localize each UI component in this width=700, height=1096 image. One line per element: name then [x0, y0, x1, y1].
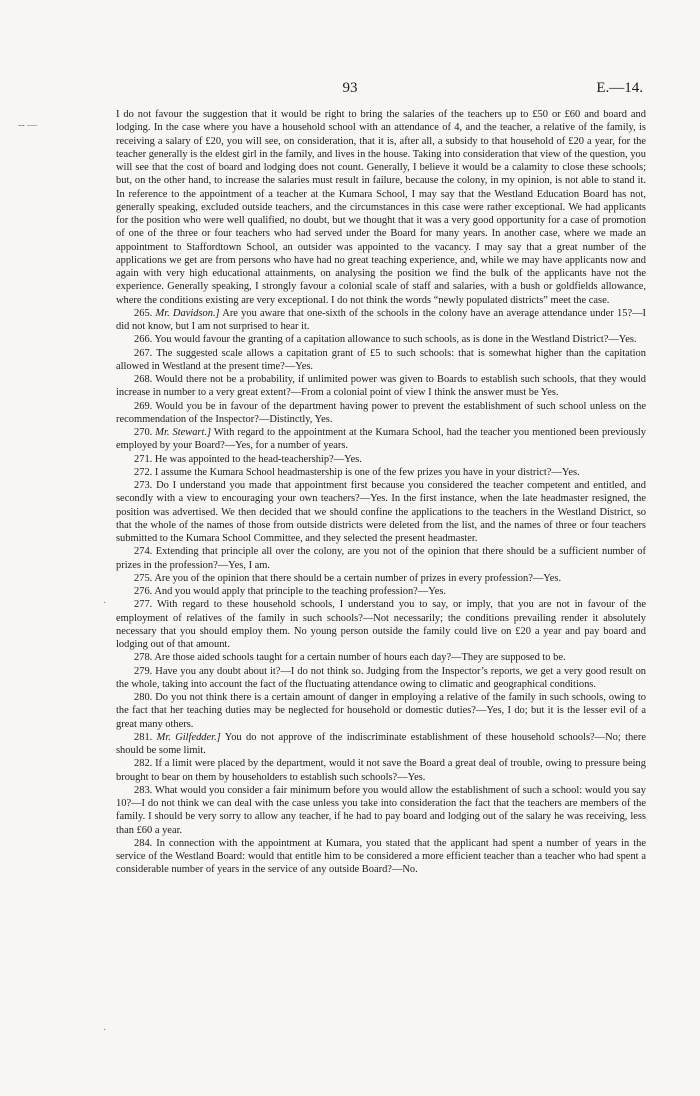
paragraph-277: 277. With regard to these household schools, I understand you to say, or imply, that you are not in favour of the employment of relatives of the family in such schools?—Not necessarily; the conditions prevailing render it absolutely necessary that you should employ them. No young person outside the family could live on £20 a year and pay board and lodging out of that amount. — [116, 599, 647, 650]
margin-mark: · — [103, 1025, 107, 1036]
margin-mark: -- — — [18, 120, 38, 131]
paragraph-278: 278. Are those aided schools taught for a certain number of hours each day?—They are supposed to be. — [134, 652, 566, 664]
paragraph-276: 276. And you would apply that principle to the teaching profession?—Yes. — [134, 586, 447, 597]
paragraph-265: 265. Mr. Davidson.] Are you aware that one-sixth of the schools in the colony have an average attendance under 15?—I did not know, but I am not surprised to hear it. — [116, 307, 646, 332]
paragraph-270: 270. Mr. Stewart.] With regard to the appointment at the Kumara School, had the teacher you mentioned been previously employed by your Board?—Yes, for a number of years. — [116, 427, 647, 452]
speaker: Mr. Davidson.] — [155, 307, 220, 319]
paragraph-275: 275. Are you of the opinion that there should be a certain number of prizes in every profession?—Yes. — [134, 572, 562, 584]
paragraph-281: 281. Mr. Gilfedder.] You do not approve of the indiscriminate establishment of these household schools?—No; there should be some limit. — [116, 731, 646, 756]
testimony-body — [116, 108, 646, 877]
paragraph-272: 272. I assume the Kumara School headmastership is one of the few prizes you have in your district?—Yes. — [134, 466, 580, 478]
paragraph-266: 266. You would favour the granting of a capitation allowance to such schools, as is done in the Westland District?—Yes. — [134, 334, 637, 346]
paragraph-274: 274. Extending that principle all over the colony, are you not of the opinion that there should be a sufficient number of prizes in the profession?—Yes, I am. — [116, 546, 647, 571]
paragraph-283: 283. What would you consider a fair minimum before you would allow the establishment of such a school: would you say 10?—I do not think we can deal with the case unless you take into consideration the fact that the teachers are members of the family. I should be very sorry to allow any teacher, if he had to pay board and lodging out of the salary he was receiving, less than £60 a year. — [116, 784, 647, 836]
paragraph-284: 284. In connection with the appointment at Kumara, you stated that the applicant had spent a number of years in the service of the Westland Board: would that entitle him to be considered a more efficient teacher than a teacher who had spent a considerable number of years in the service of any outside Board?—No. — [116, 837, 647, 876]
paragraph-268: 268. Would there not be a probability, if unlimited power was given to Boards to establish such schools, that they would increase in number to a very great extent?—From a colonial point of view I think the answer must be Yes. — [116, 374, 646, 399]
speaker: Mr. Stewart.] — [155, 427, 212, 438]
margin-mark: · — [103, 598, 107, 609]
paragraph: I do not favour the suggestion that it would be right to bring the salaries of the teachers up to £50 or £60 and board and lodging. In the case where you have a household school with an attendance of 4, and the teacher, a relative of the family, is receiving a salary of £20, you will see, on consideration, that it is, after all, a subsidy to that household of £20 a year, for the teacher generally is the eldest girl in the family, and lives in the house. Taking into consideration that view of the question, you will see that the cost of board and lodging does not count. Generally, I believe it would be a calamity to close these schools; but, on the other hand, to increase the salaries must result in failure, because the colony, in my opinion, is not able to stand it. In reference to the appointment of a teacher at the Kumara School, I may say that the Westland Education Board has not, generally speaking, excluded outside teachers, and the circumstances in this case were rather exceptional. We had applicants for the position who were well qualified, no doubt, but we thought that it was a very good opportunity for a case of promotion of one of the three or four teachers who had served under the Board for many years. In another case, where we made an appointment to Staffordtown School, an outsider was appointed to the vacancy. I may say that a great number of the applications we get are from persons who have had no great teaching experience, and, while we may have applicants now and again with very high educational attainments, on analysing the position we find the bulk of the applicants have not the experience. Generally speaking, I strongly favour a colonial scale of staff and salaries, with a bush or goldfields allowance, where the conditions existing are very exceptional. I do not think the words “newly populated districts” meet the case. — [116, 109, 646, 306]
document-reference: E.—14. — [596, 80, 643, 96]
paragraph-280: 280. Do you not think there is a certain amount of danger in employing a relative of the family in such schools, owing to the fact that her teaching duties may be neglected for household or domestic duties?—Yes, I do; but it is the lesser evil of a great many others. — [116, 692, 647, 730]
paragraph-271: 271. He was appointed to the head-teachership?—Yes. — [134, 453, 362, 465]
paragraph-273: 273. Do I understand you made that appointment first because you considered the teacher competent and entitled, and secondly with a view to encouraging your own teachers?—Yes. In the first instance, when the late headmaster resigned, the position was advertised. We then decided that we should confine the applications to the teachers in the Westland District, so that the whole of the names of those from outside districts were deleted from the list, and the names of three or four teachers submitted to the Kumara School Committee, and they selected the present headmaster. — [116, 480, 646, 544]
paragraph-282: 282. If a limit were placed by the department, would it not save the Board a great deal of trouble, owing to pressure being brought to bear on them by householders to establish such schools?—Yes. — [116, 758, 646, 783]
page-number: 93 — [342, 80, 358, 96]
paragraph-279: 279. Have you any doubt about it?—I do not think so. Judging from the Inspector’s reports, we get a very good result on the whole, taking into account the fact of the fluctuating attendance owing to climatic and geographical conditions. — [116, 665, 647, 690]
speaker: Mr. Gilfedder.] — [156, 731, 221, 743]
paragraph-267: 267. The suggested scale allows a capitation grant of £5 to such schools: that is somewhat higher than the capitation allowed in Westland at the present time?—Yes. — [116, 347, 646, 372]
paragraph-269: 269. Would you be in favour of the department having power to prevent the establishment of such school unless on the recommendation of the Inspector?—Distinctly, Yes. — [116, 400, 646, 425]
